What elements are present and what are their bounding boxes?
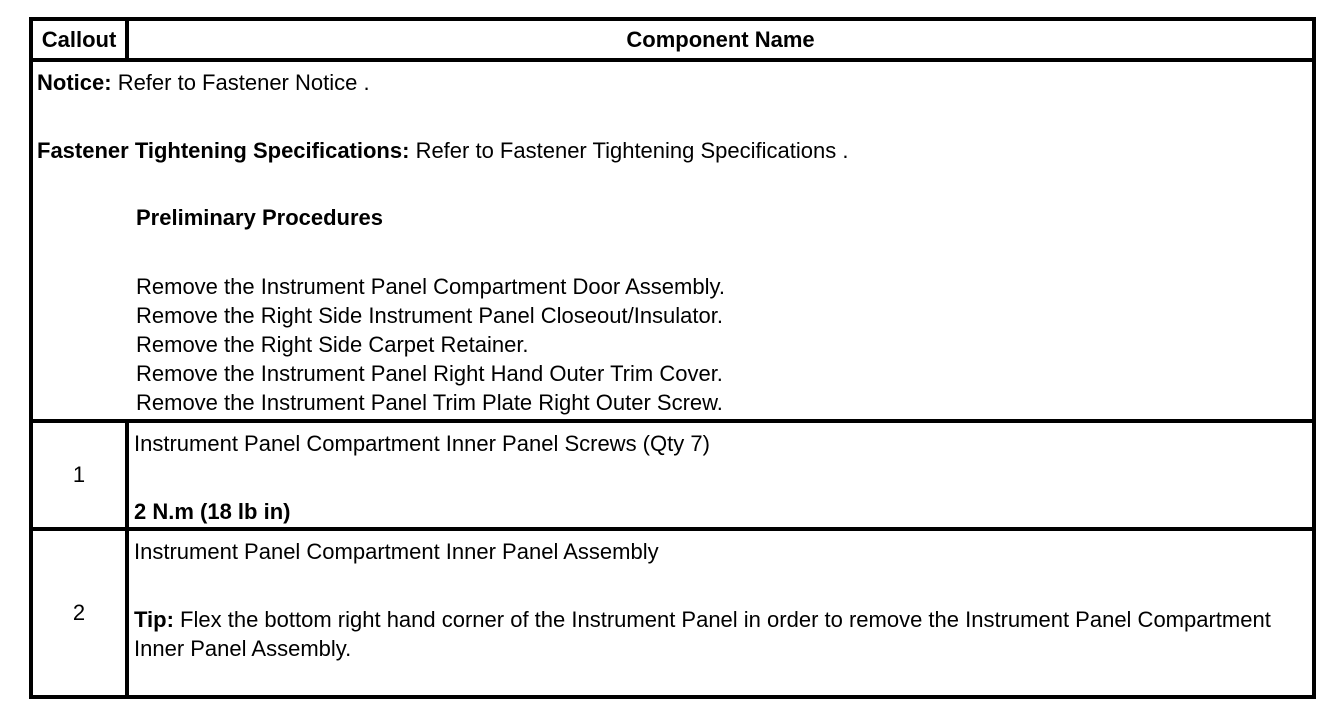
notice-line [37,70,370,96]
table-header-row [33,21,1312,62]
preliminary-step: Remove the Instrument Panel Right Hand Outer Trim Cover. [136,361,723,386]
preliminary-step: Remove the Instrument Panel Compartment Door Assembly. [136,274,725,299]
preliminary-steps-list [136,272,725,417]
component-cell [129,531,1312,695]
tip-text [134,605,1292,663]
tip-body: Flex the bottom right hand corner of the Instrument Panel in order to remove the Instrument Panel Compartment Inner Panel Assembly. [134,607,1271,661]
preliminary-step: Remove the Instrument Panel Trim Plate Right Outer Screw. [136,390,723,415]
component-name: Instrument Panel Compartment Inner Panel Assembly [134,539,659,564]
notice-row [33,62,1312,423]
fastener-specs-label: Fastener Tightening Specifications: [37,138,410,163]
component-name: Instrument Panel Compartment Inner Panel Screws (Qty 7) [134,431,710,456]
preliminary-procedures-title: Preliminary Procedures [136,205,384,230]
preliminary-step: Remove the Right Side Instrument Panel Closeout/Insulator. [136,303,723,328]
table-row [33,423,1312,531]
fastener-specs-text: Refer to Fastener Tightening Specifications . [415,138,849,163]
notice-label: Notice: [37,70,112,95]
callout-number: 1 [33,423,129,527]
callout-number: 2 [33,531,129,695]
component-name-column-header: Component Name [626,26,815,52]
fastener-specs-line [37,138,848,164]
tip-label: Tip: [134,607,174,632]
notice-text: Refer to Fastener Notice . [117,70,370,95]
component-cell [129,423,1312,527]
procedure-table [29,17,1316,699]
callout-column-header: Callout [33,21,129,58]
preliminary-step: Remove the Right Side Carpet Retainer. [136,332,529,357]
table-row [33,531,1312,695]
torque-spec: 2 N.m (18 lb in) [134,499,291,524]
